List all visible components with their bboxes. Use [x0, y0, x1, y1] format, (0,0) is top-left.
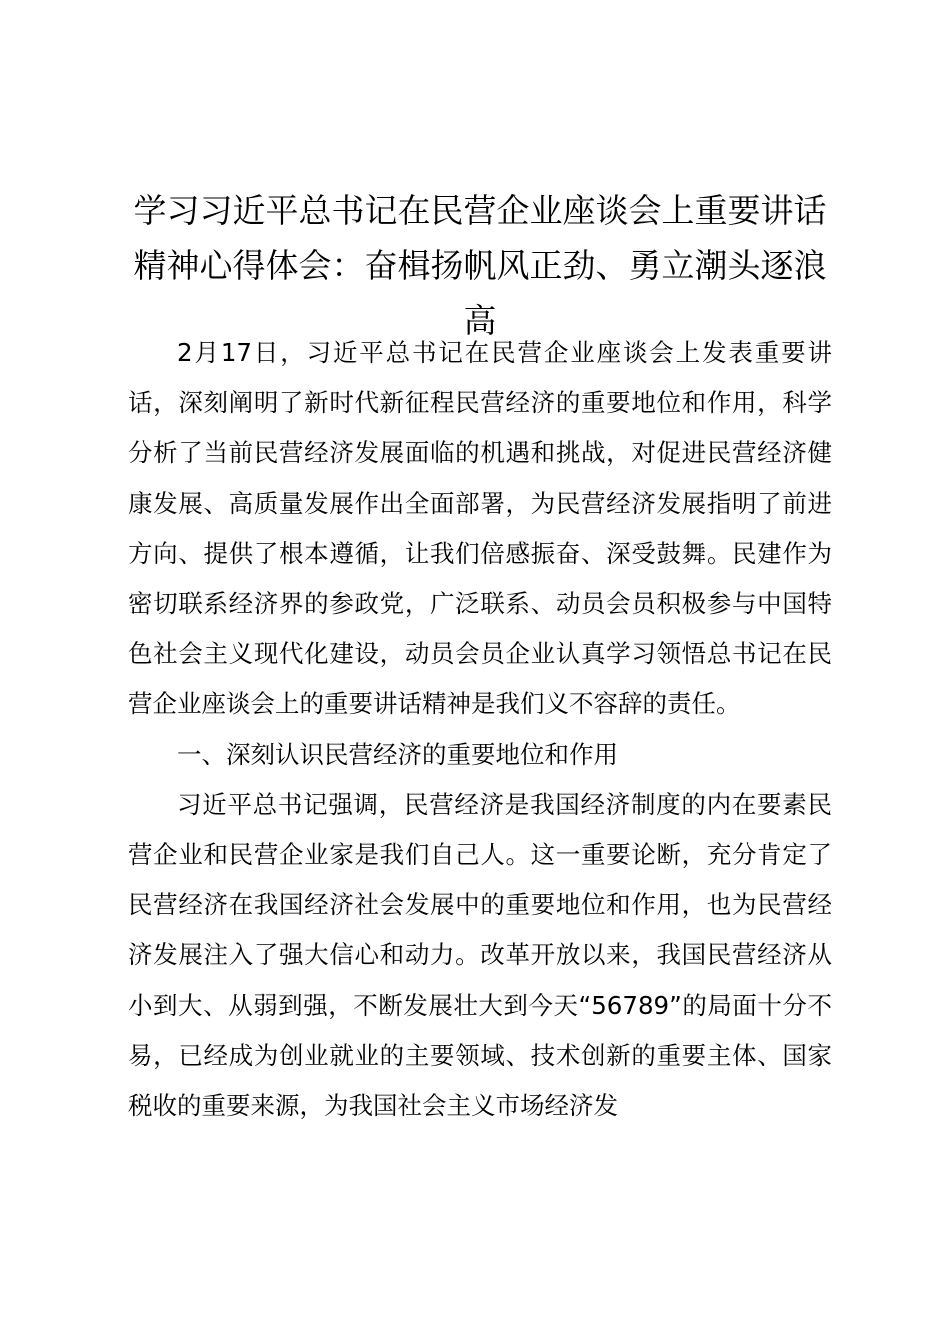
document-title: 学习习近平总书记在民营企业座谈会上重要讲话精神心得体会：奋楫扬帆风正劲、勇立潮头逐浪高	[133, 191, 827, 340]
paragraph-section-1: 习近平总书记强调，民营经济是我国经济制度的内在要素民营企业和民营企业家是我们自己人。这一重要论断，充分肯定了民营经济在我国经济社会发展中的重要地位和作用，也为民营经济发展注入了强大信心和动力。改革开放以来，我国民营经济从小到大、从弱到强，不断发展壮大到今天“56789”的局面十分不易，已经成为创业就业的主要领域、技术创新的重要主体、国家税收的重要来源，为我国社会主义市场经济发	[128, 789, 832, 1121]
document-body	[128, 328, 832, 1131]
paragraph-intro: 2月17日，习近平总书记在民营企业座谈会上发表重要讲话，深刻阐明了新时代新征程民营经济的重要地位和作用，科学分析了当前民营经济发展面临的机遇和挑战，对促进民营经济健康发展、高质量发展作出全面部署，为民营经济发展指明了前进方向、提供了根本遵循，让我们倍感振奋、深受鼓舞。民建作为密切联系经济界的参政党，广泛联系、动员会员积极参与中国特色社会主义现代化建设，动员会员企业认真学习领悟总书记在民营企业座谈会上的重要讲话精神是我们义不容辞的责任。	[128, 338, 832, 719]
section-heading-1: 一、深刻认识民营经济的重要地位和作用	[177, 739, 618, 769]
